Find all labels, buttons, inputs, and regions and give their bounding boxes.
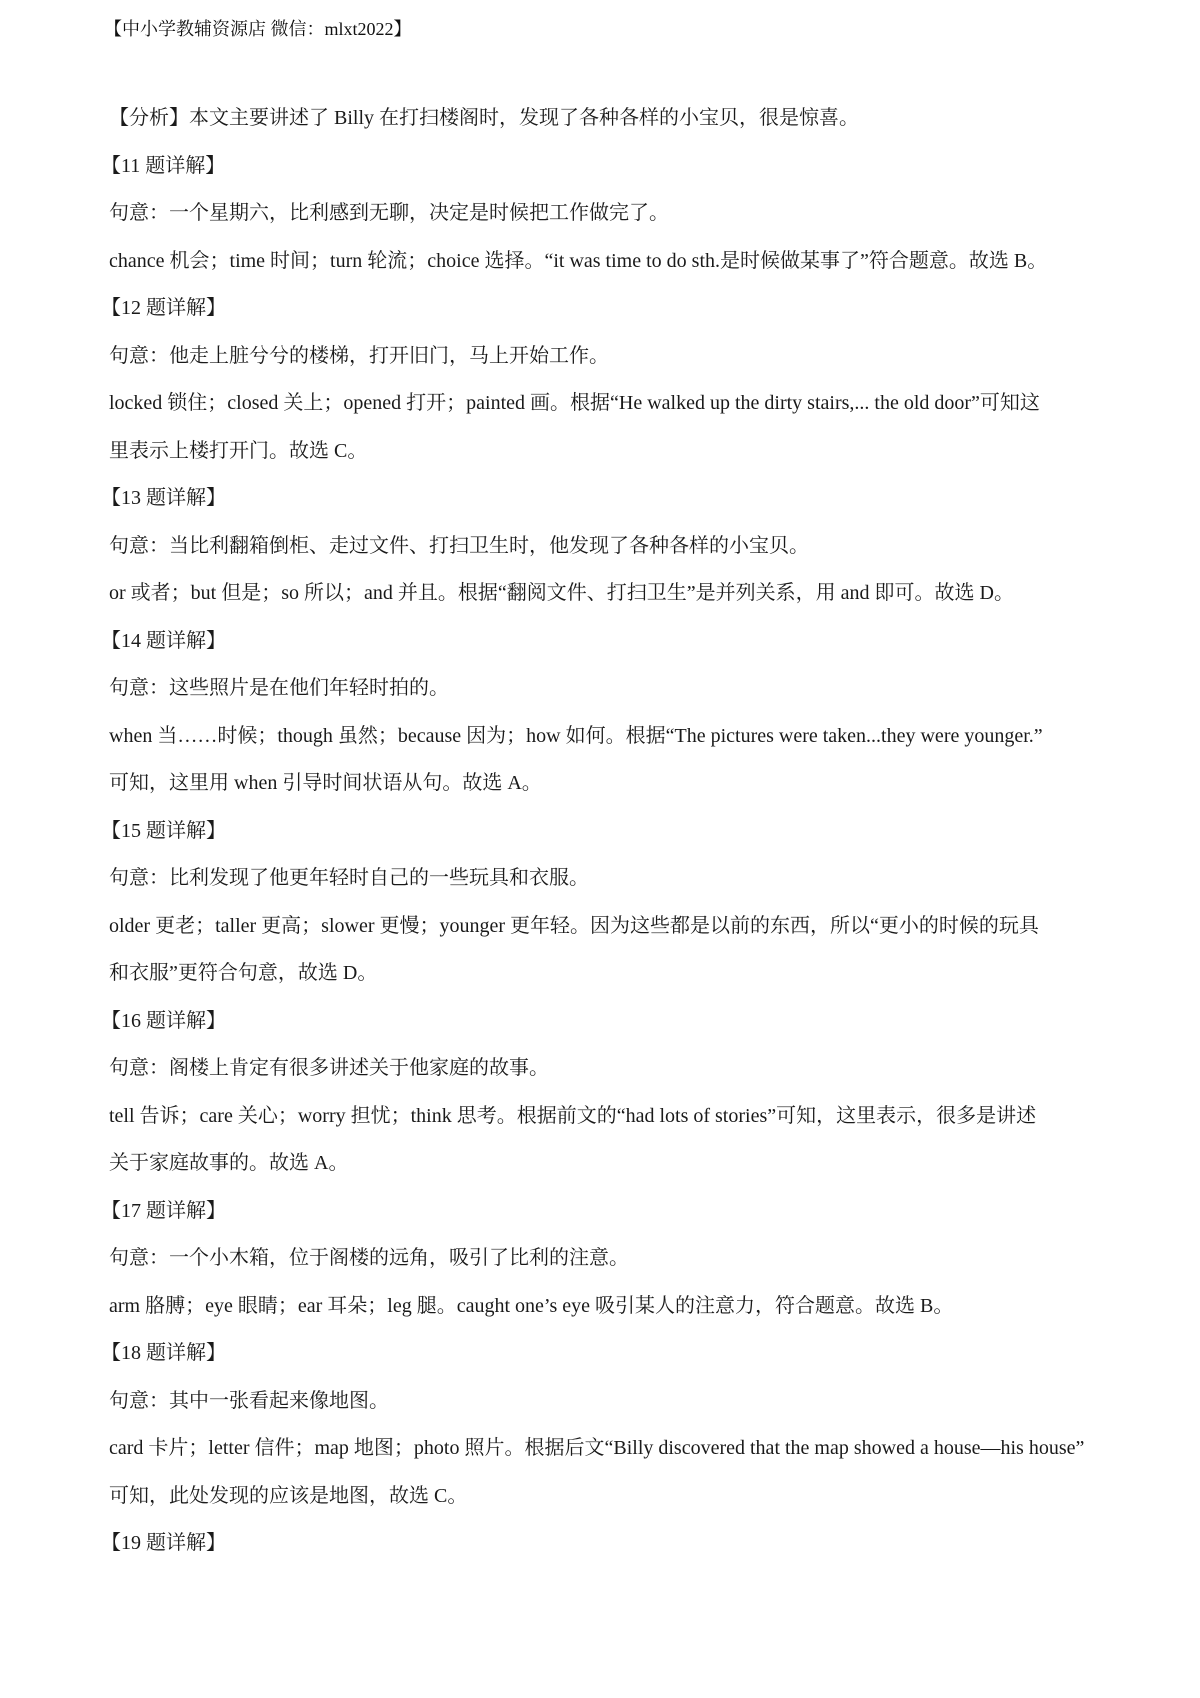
section-heading-16: 【16 题详解】 — [101, 1009, 226, 1032]
sentence-meaning-14: 句意：这些照片是在他们年轻时拍的。 — [109, 677, 449, 699]
sentence-meaning-16: 句意：阁楼上肯定有很多讲述关于他家庭的故事。 — [109, 1057, 549, 1079]
explanation-16-line-2: 关于家庭故事的。故选 A。 — [109, 1152, 349, 1174]
explanation-18-line-2: 可知，此处发现的应该是地图，故选 C。 — [109, 1484, 468, 1507]
explanation-12-line-2: 里表示上楼打开门。故选 C。 — [109, 439, 368, 462]
explanation-12-line-1: locked 锁住；closed 关上；opened 打开；painted 画。根据“He walked up the dirty stairs,... the old door”可知这 — [109, 392, 1040, 414]
explanation-18-line-1: card 卡片；letter 信件；map 地图；photo 照片。根据后文“Billy discovered that the map showed a house—his house” — [109, 1437, 1085, 1459]
sentence-meaning-17: 句意：一个小木箱，位于阁楼的远角，吸引了比利的注意。 — [109, 1247, 629, 1269]
document-body — [101, 95, 1099, 1568]
section-heading-17: 【17 题详解】 — [101, 1199, 226, 1222]
sentence-meaning-12: 句意：他走上脏兮兮的楼梯，打开旧门，马上开始工作。 — [109, 344, 609, 367]
section-heading-15: 【15 题详解】 — [101, 819, 226, 842]
section-heading-19: 【19 题详解】 — [101, 1532, 226, 1554]
section-heading-18: 【18 题详解】 — [101, 1342, 226, 1364]
explanation-15-line-1: older 更老；taller 更高；slower 更慢；younger 更年轻。因为这些都是以前的东西，所以“更小的时候的玩具 — [109, 914, 1039, 937]
explanation-14-line-1: when 当……时候；though 虽然；because 因为；how 如何。根据“The pictures were taken...they were younger.” — [109, 724, 1043, 747]
explanation-15-line-2: 和衣服”更符合句意，故选 D。 — [109, 962, 378, 984]
section-heading-13: 【13 题详解】 — [101, 487, 226, 509]
page-header: 【中小学教辅资源店 微信：mlxt2022】 — [104, 19, 412, 39]
explanation-13: or 或者；but 但是；so 所以；and 并且。根据“翻阅文件、打扫卫生”是并列关系，用 and 即可。故选 D。 — [109, 582, 1014, 604]
sentence-meaning-13: 句意：当比利翻箱倒柜、走过文件、打扫卫生时，他发现了各种各样的小宝贝。 — [109, 534, 809, 557]
explanation-16-line-1: tell 告诉；care 关心；worry 担忧；think 思考。根据前文的“had lots of stories”可知，这里表示，很多是讲述 — [109, 1104, 1037, 1127]
section-heading-12: 【12 题详解】 — [101, 297, 226, 319]
section-heading-14: 【14 题详解】 — [101, 629, 226, 652]
explanation-14-line-2: 可知，这里用 when 引导时间状语从句。故选 A。 — [109, 772, 542, 794]
sentence-meaning-11: 句意：一个星期六，比利感到无聊，决定是时候把工作做完了。 — [109, 202, 669, 224]
analysis-paragraph: 【分析】本文主要讲述了 Billy 在打扫楼阁时，发现了各种各样的小宝贝，很是惊喜。 — [109, 107, 860, 129]
section-heading-11: 【11 题详解】 — [101, 154, 226, 177]
sentence-meaning-18: 句意：其中一张看起来像地图。 — [109, 1389, 389, 1412]
explanation-11: chance 机会；time 时间；turn 轮流；choice 选择。“it was time to do sth.是时候做某事了”符合题意。故选 B。 — [109, 249, 1048, 272]
sentence-meaning-15: 句意：比利发现了他更年轻时自己的一些玩具和衣服。 — [109, 867, 589, 889]
explanation-17: arm 胳膊；eye 眼睛；ear 耳朵；leg 腿。caught one’s eye 吸引某人的注意力，符合题意。故选 B。 — [109, 1294, 954, 1317]
